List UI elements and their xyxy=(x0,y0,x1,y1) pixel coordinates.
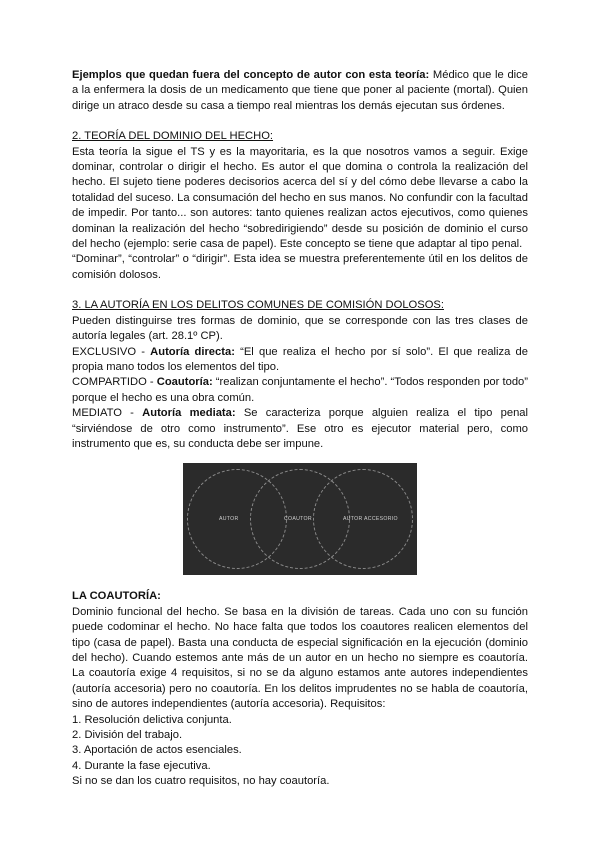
intro-paragraph xyxy=(72,68,528,114)
coautoria-paragraph: Dominio funcional del hecho. Se basa en la división de tareas. Cada uno con su función puede codominar el hecho. No hace falta que todos los coautores realicen elementos del tipo (casa de papel). Basta una conducta de especial significación en la ejecución (dominio del hecho). Cuando estemos ante más de un autor en un hecho no siempre es coautoría. La coautoría exige 4 requisitos, si no se da alguno estamos ante autores independientes (autoría accesoria) pero no coautoría. En los delitos imprudentes no se habla de coautoría, sino de autores independientes (autoría accesoria). Requisitos: xyxy=(72,605,528,711)
requisitos-list xyxy=(72,713,528,775)
mediato-bold: Autoría mediata: xyxy=(142,407,236,420)
mediato-prefix: MEDIATO - xyxy=(72,407,143,420)
section2-paragraph-1: Esta teoría la sigue el TS y es la mayoritaria, es la que nosotros vamos a seguir. Exige dominar, controlar o dirigir el hecho. Es autor el que domina o controla la realización del hecho. El sujeto tiene poderes decisorios acerca del sí y del cómo debe llevarse a cabo la totalidad del suceso. La consumación del hecho en sus manos. No confundir con la facultad de impedir. Por tanto... son autores: tanto quienes realizan actos ejecutivos, como quienes dominan la realización del hecho “sobredirigiendo” desde su posición de dominio el curso del hecho (ejemplo: serie casa de papel). Este concepto se tiene que adaptar al tipo penal. xyxy=(72,145,528,251)
label-coautor: COAUTOR xyxy=(284,516,312,523)
coautoria-closing: Si no se dan los cuatro requisitos, no hay coautoría. xyxy=(72,775,330,788)
compartido-prefix: COMPARTIDO - xyxy=(72,376,157,389)
mediato-text: Se caracteriza porque alguien realiza el tipo penal “sirviéndose de otro como instrumento”. Ese otro es ejecutor material pero, como instrumento que es, su conducta debe ser impune. xyxy=(72,407,528,450)
mediato-paragraph xyxy=(72,406,528,452)
list-item: 2. División del trabajo. xyxy=(72,729,183,741)
exclusivo-bold: Autoría directa: xyxy=(150,345,235,358)
document-page xyxy=(72,68,528,790)
compartido-text: “realizan conjuntamente el hecho”. “Todos responden por todo” porque el hecho es una obra común. xyxy=(72,376,528,404)
coautoria-heading: LA COAUTORÍA: xyxy=(72,590,161,603)
compartido-paragraph xyxy=(72,375,528,406)
intro-bold: Ejemplos que quedan fuera del concepto de autor con esta teoría: xyxy=(72,69,430,81)
label-autor: AUTOR xyxy=(219,516,239,523)
list-item: 1. Resolución delictiva conjunta. xyxy=(72,713,232,726)
exclusivo-text: “El que realiza el hecho por sí solo”. El que realiza de propia mano todos los elementos del tipo. xyxy=(72,345,528,373)
exclusivo-paragraph xyxy=(72,345,528,376)
diagram-container xyxy=(72,463,528,575)
exclusivo-prefix: EXCLUSIVO - xyxy=(72,345,151,358)
list-item: 3. Aportación de actos esenciales. xyxy=(72,744,242,757)
section3-heading: 3. LA AUTORÍA EN LOS DELITOS COMUNES DE COMISIÓN DOLOSOS: xyxy=(72,299,444,312)
label-autor-accesorio: AUTOR ACCESORIO xyxy=(343,516,398,523)
section2-heading: 2. TEORÍA DEL DOMINIO DEL HECHO: xyxy=(72,130,274,143)
section2-paragraph-2: “Dominar”, “controlar” o “dirigir”. Esta idea se muestra preferentemente útil en los delitos de comisión dolosos. xyxy=(72,253,528,281)
venn-diagram-image xyxy=(183,463,417,575)
list-item: 4. Durante la fase ejecutiva. xyxy=(72,759,211,772)
intro-text: Médico que le dice a la enfermera la dosis de un medicamento que tiene que poner al paciente (mortal). Quien dirige un atraco desde su casa a tiempo real mientras los demás ejecutan sus órdenes. xyxy=(72,69,528,112)
section3-paragraph-1: Pueden distinguirse tres formas de dominio, que se corresponde con las tres clases de autoría legales (art. 28.1º CP). xyxy=(72,314,528,343)
compartido-bold: Coautoría: xyxy=(156,376,213,389)
